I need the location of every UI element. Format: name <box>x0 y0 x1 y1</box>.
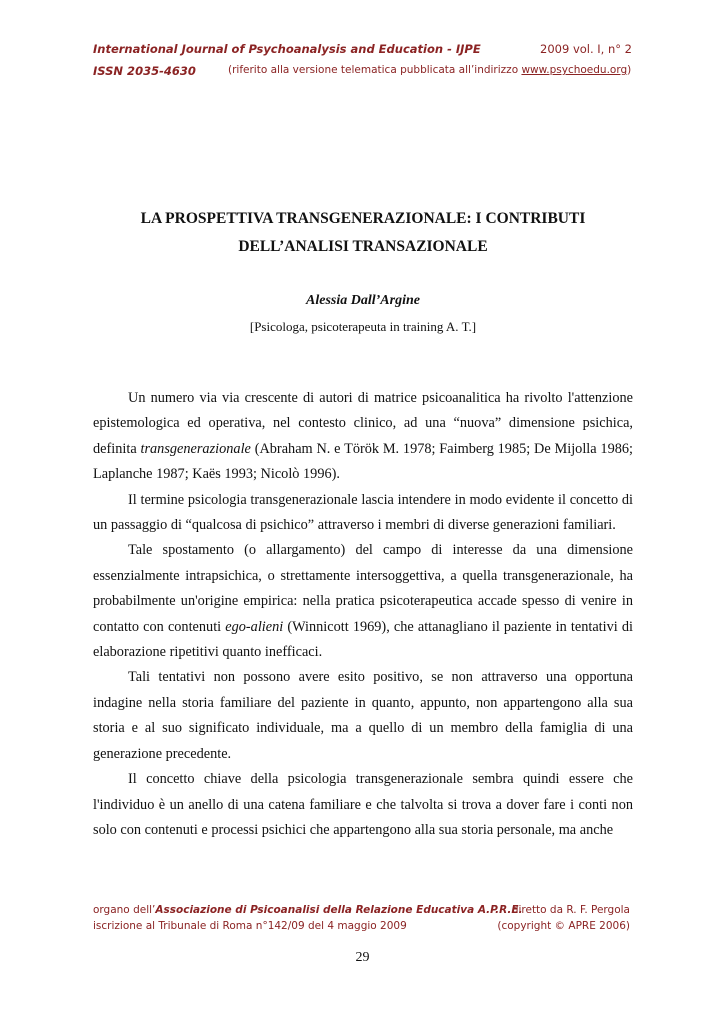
article-body <box>93 386 633 843</box>
footer-copyright: (copyright © APRE 2006) <box>497 920 630 932</box>
footer-organization <box>93 904 523 916</box>
p1-emphasis: transgenerazionale <box>140 440 251 457</box>
article-title <box>93 205 633 261</box>
paragraph-2: Il termine psicologia transgenerazionale lascia intendere in modo evidente il concetto di un passaggio di “qualcosa di psichico” attraverso i membri di diverse generazioni familiari. <box>93 491 633 534</box>
volume-info: 2009 vol. I, n° 2 <box>540 42 632 56</box>
page-number: 29 <box>355 950 370 965</box>
journal-title: International Journal of Psychoanalysis and Education - IJPE <box>93 42 481 56</box>
author-affiliation: [Psicologa, psicoterapeuta in training A. T.] <box>249 319 477 334</box>
p3-part-b: (Winnicott 1969), che attanagliano il paziente in tentativi di elaborazione ripetitivi quanto inefficaci. <box>93 618 633 661</box>
footer-org-prefix: organo dell’ <box>93 904 156 916</box>
p1-part-b: (Abraham N. e Török M. 1978; Faimberg 1985; De Mijolla 1986; Laplanche 1987; Kaës 1993; Nicolò 1996). <box>93 440 633 483</box>
header-note-text: (riferito alla versione telematica pubblicata all’indirizzo <box>228 64 522 76</box>
footer-org-name: Associazione di Psicoanalisi della Relazione Educativa A.P.R.E. <box>155 904 523 916</box>
p3-part-a: Tale spostamento (o allargamento) del campo di interesse da una dimensione essenzialmente intrapsichica, o strettamente intersoggettiva, a quella transgenerazionale, ha probabilmente un'origine empirica: nella pratica psicoterapeutica accade spesso di venire in contatto con contenuti <box>93 542 633 635</box>
journal-url-link[interactable]: www.psychoedu.org <box>521 64 628 76</box>
footer-director: diretto da R. F. Pergola <box>511 904 630 916</box>
issn: ISSN 2035-4630 <box>93 64 196 78</box>
title-line-2: DELL’ANALISI TRANSAZIONALE <box>238 238 488 255</box>
author-name: Alessia Dall’Argine <box>306 293 420 308</box>
p3-emphasis: ego-alieni <box>225 618 284 635</box>
header-note-close: ) <box>627 64 632 76</box>
paragraph-4: Tali tentativi non possono avere esito positivo, se non attraverso una opportuna indagine nella storia familiare del paziente in quanto, appunto, non appartengono alla sua storia e al suo significato individuale, ma a quello di un membro della famiglia di una generazione precedente. <box>93 669 633 762</box>
header-note <box>228 64 631 76</box>
p1-part-a: Un numero via via crescente di autori di matrice psicoanalitica ha rivolto l'attenzione epistemologica ed operativa, nel contesto clinico, ad una “nuova” dimensione psichica, definita <box>93 390 633 457</box>
title-line-1: LA PROSPETTIVA TRANSGENERAZIONALE: I CONTRIBUTI <box>140 210 586 227</box>
paragraph-1 <box>93 386 633 488</box>
paragraph-3 <box>93 538 633 665</box>
paragraph-5: Il concetto chiave della psicologia transgenerazionale sembra quindi essere che l'individuo è un anello di una catena familiare e che talvolta si trova a dover fare i conti non solo con contenuti e processi psichici che appartengono alla sua storia personale, ma anche <box>93 771 633 838</box>
footer-registration: iscrizione al Tribunale di Roma n°142/09 del 4 maggio 2009 <box>93 920 407 932</box>
